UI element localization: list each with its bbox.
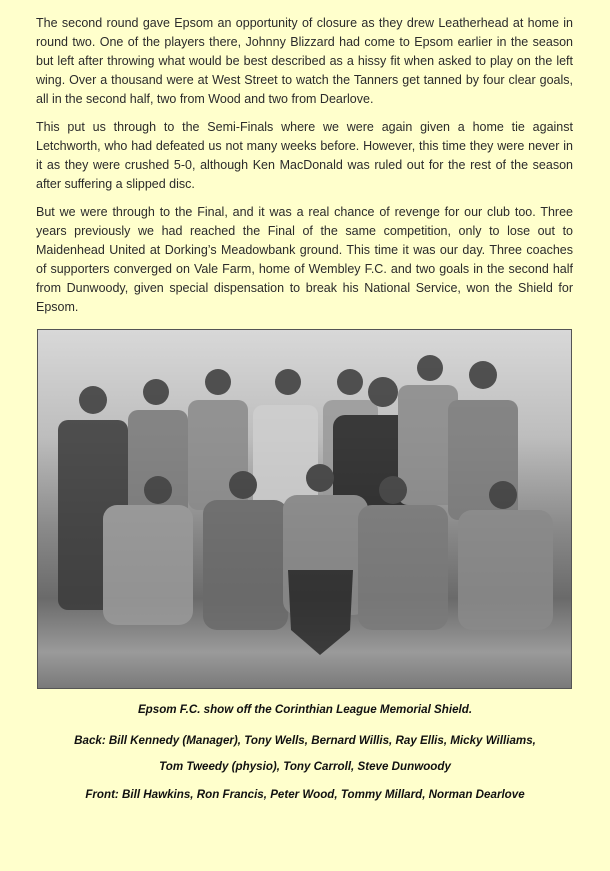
photo-caption-back-row-cont: Tom Tweedy (physio), Tony Carroll, Steve Dunwoody bbox=[159, 760, 451, 773]
paragraph: But we were through to the Final, and it was a real chance of revenge for our club too. Three years previously we had reached the Final of the same competition, only to lose out to Maidenhead United at Dorking’s Meadowbank ground. This time it was our day. Three coaches of supporters converged on Vale Farm, home of Wembley F.C. and two goals in the second half from Dunwoody, given special dispensation to break his National Service, won the Shield for Epsom. bbox=[36, 205, 573, 314]
team-photo bbox=[37, 329, 572, 689]
paragraph: This put us through to the Semi-Finals where we were again given a home tie against Letchworth, who had defeated us not many weeks before. However, this time they were never in it as they were crushed 5-0, although Ken MacDonald was ruled out for the rest of the season after suffering a slipped disc. bbox=[36, 120, 573, 191]
photo-caption-front-row: Front: Bill Hawkins, Ron Francis, Peter Wood, Tommy Millard, Norman Dearlove bbox=[85, 788, 525, 801]
photo-caption-back-row: Back: Bill Kennedy (Manager), Tony Wells, Bernard Willis, Ray Ellis, Micky Williams, bbox=[74, 734, 536, 747]
team-photo-figures bbox=[38, 330, 572, 689]
article-body bbox=[36, 14, 573, 326]
paragraph: The second round gave Epsom an opportunity of closure as they drew Leatherhead at home in round two. One of the players there, Johnny Blizzard had come to Epsom earlier in the season but left after throwing what would be best described as a hissy fit when asked to play on the left wing. Over a thousand were at West Street to watch the Tanners get tanned by four clear goals, all in the second half, two from Wood and two from Dearlove. bbox=[36, 16, 573, 106]
photo-caption-title: Epsom F.C. show off the Corinthian League Memorial Shield. bbox=[137, 703, 473, 716]
